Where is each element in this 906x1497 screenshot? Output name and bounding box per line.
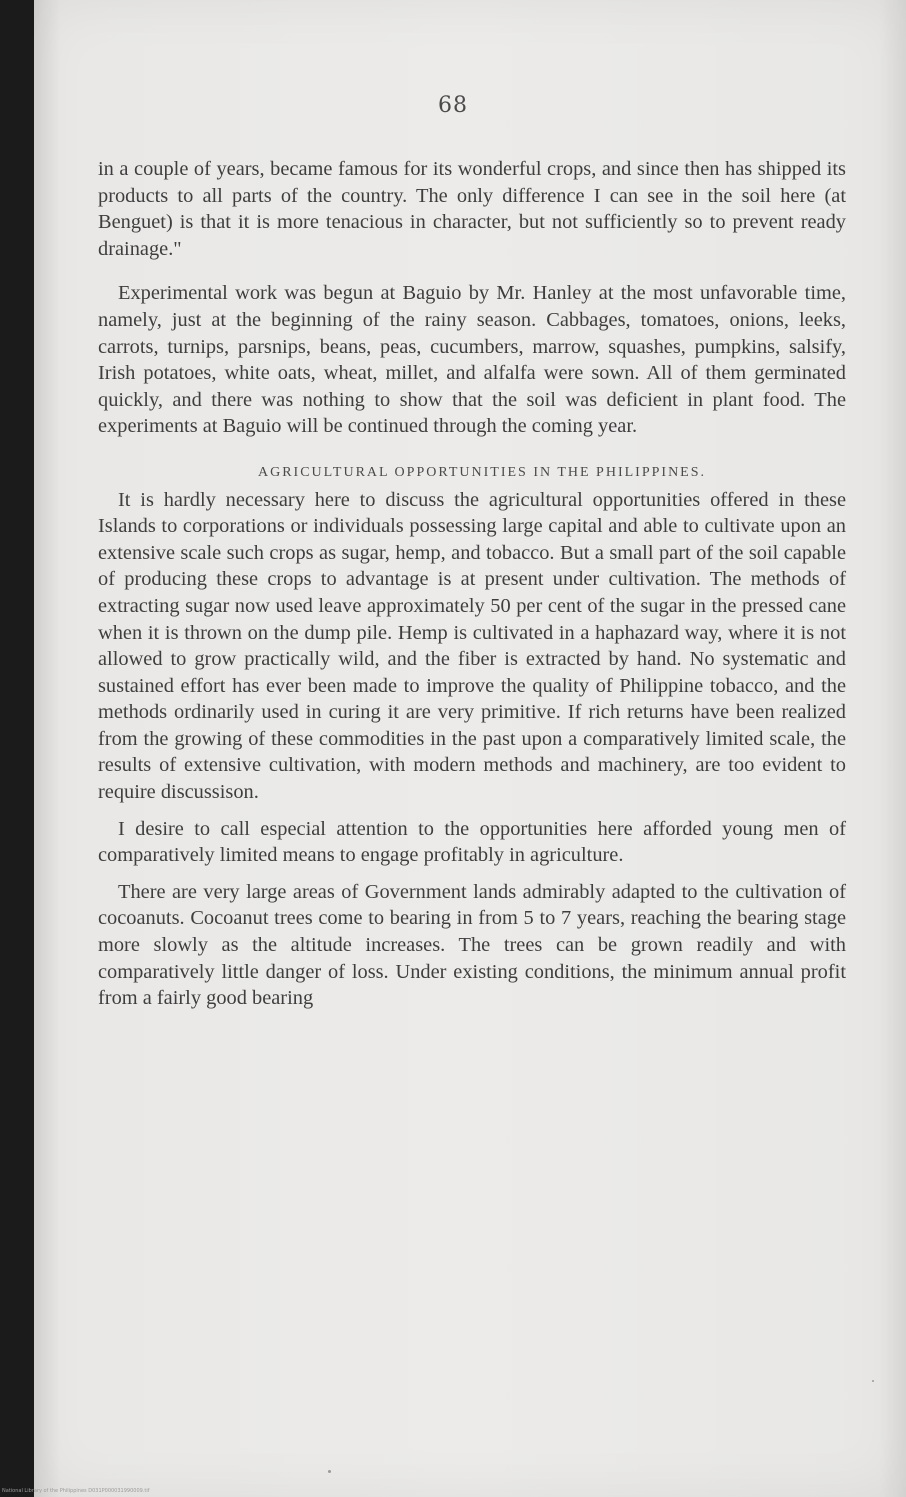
paragraph-cocoanuts: There are very large areas of Government lands admirably adapted to the cultivation of cocoanuts. Cocoanut trees come to bearing in from 5 to 7 years, reaching the bearing stage more slowly as the altitude increases. The trees can be grown readily and with comparatively little danger of loss. Under existing conditions, the minimum annual profit from a fairly good bearing <box>98 880 846 1010</box>
footer-credit: National Library of the Philippines D031P000031990009.tif <box>2 1488 150 1494</box>
paragraph-continued: in a couple of years, became famous for its wonderful crops, and since then has shipped its products to all parts of the country. The only difference I can see in the soil here (at Benguet) is that it is more tenacious in character, but not sufficiently so to prevent ready drainage." <box>98 158 846 260</box>
paragraph-young-men: I desire to call especial attention to the opportunities here afforded young men of comparatively limited means to engage profitably in agriculture. <box>98 817 846 867</box>
body-text <box>98 156 846 1012</box>
paragraph-opportunities: It is hardly necessary here to discuss the agricultural opportunities offered in these Islands to corporations or individuals possessing large capital and able to cultivate upon an extensive scale such crops as sugar, hemp, and tobacco. But a small part of the soil capable of producing these crops to advantage is at present under cultivation. The methods of extracting sugar now used leave approximately 50 per cent of the sugar in the pressed cane when it is thrown on the dump pile. Hemp is cultivated in a haphazard way, where it is not allowed to grow practically wild, and the fiber is extracted by hand. No systematic and sustained effort has ever been made to improve the quality of Philippine tobacco, and the methods ordinarily used in curing it are very primitive. If rich returns have been realized from the growing of these commodities in the past upon a comparatively limited scale, the results of extensive cultivation, with modern methods and machinery, are too evident to require discussison. <box>98 488 846 804</box>
page-number: 68 <box>438 93 468 118</box>
paragraph-experimental-work: Experimental work was begun at Baguio by Mr. Hanley at the most unfavorable time, namely, just at the beginning of the rainy season. Cabbages, tomatoes, onions, leeks, carrots, turnips, parsnips, beans, peas, cucumbers, marrow, squashes, pumpkins, salsify, Irish potatoes, white oats, wheat, millet, and alfalfa were sown. All of them germinated quickly, and there was nothing to show that the soil was deficient in plant food. The experiments at Baguio will be continued through the coming year. <box>98 282 846 438</box>
paper-speck <box>328 1470 331 1473</box>
paper-speck <box>872 1380 874 1382</box>
section-heading: AGRICULTURAL OPPORTUNITIES IN THE PHILIPPINES. <box>257 464 707 480</box>
